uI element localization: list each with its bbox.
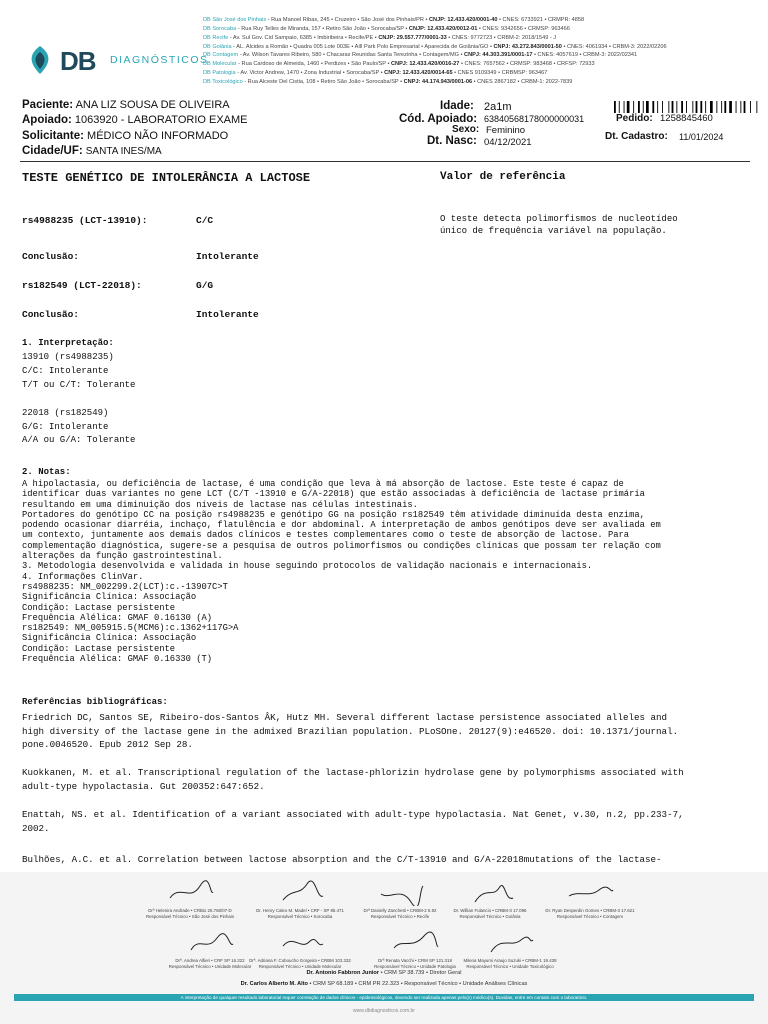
signature-block bbox=[455, 930, 565, 969]
reference-line: Kuokkanen, M. et al. Transcriptional regulation of the lactase-phlorizin hydrolase gene by polymorphisms associated with bbox=[22, 767, 684, 778]
reference-header: Valor de referência bbox=[440, 171, 566, 183]
branch-name: DB Contagem bbox=[203, 52, 239, 59]
interpretation-line bbox=[22, 393, 135, 407]
reference-line: high diversity of the lactase gene in the admixed Brazilian population. PLoSOne. 20127(9):e46520. doi: 10.1371/journal. bbox=[22, 725, 679, 737]
signature-icon bbox=[185, 930, 235, 956]
branch-line bbox=[203, 69, 763, 78]
branch-addr: - Av. Victor Andrew, 1470 • Zona Industrial • Sorocaba/SP • bbox=[235, 70, 385, 77]
branch-extra: • CNES 2867182 • CRBM-1: 2022-7839 bbox=[472, 78, 573, 85]
sexo-label: Sexo: bbox=[452, 124, 480, 135]
branch-cnpj: CNPJ: 12.433.420/0016-27 bbox=[390, 61, 460, 68]
solicitante-value: MÉDICO NÃO INFORMADO bbox=[87, 130, 229, 142]
branch-name: DB Goiânia bbox=[203, 43, 232, 50]
notes-line: um contexto, juntamente aos demais dados clínicos e testes complementares como o teste de absorção de lactose. Para bbox=[22, 530, 630, 541]
nasc-value: 04/12/2021 bbox=[484, 137, 532, 148]
reference-line: único de frequência variável na população. bbox=[440, 226, 667, 236]
conclusion-value-2: Intolerante bbox=[196, 309, 259, 320]
cadastro-value: 11/01/2024 bbox=[679, 132, 724, 142]
idade-label: Idade: bbox=[440, 100, 474, 112]
notes-line: 3. Metodologia desenvolvida e validada in house seguindo protocolos de validação nacionais e internacionais. bbox=[22, 561, 593, 572]
notes-line: 4. Informações ClinVar. bbox=[22, 571, 144, 582]
branch-extra: • CNES 9109349 • CRBMSP: 963467 bbox=[452, 70, 548, 77]
sexo-value: Feminino bbox=[486, 125, 526, 136]
idade-value: 2a1m bbox=[484, 101, 512, 113]
reference-entry bbox=[22, 766, 684, 793]
signer-role: Responsável Técnico • Unidade Molecular bbox=[258, 963, 342, 969]
disclaimer-band: A interpretação de qualquer resultado laboratorial requer correlação de dados clínicos - epidemiológicos, devendo ser realizada apenas pelo(s) médico(s). Duvidas, entre em contato com o laboratório. bbox=[14, 994, 754, 1001]
reference-line: Bulhões, A.C. et al. Correlation between lactose absorption and the C/T-13910 and G/A-22018mutations of the lactase- bbox=[22, 854, 662, 865]
director1-name: Dr. Antonio Fabbron Junior bbox=[306, 970, 380, 976]
signature-icon bbox=[275, 930, 325, 956]
director1-info: • CRM SP 38.739 • Diretor Geral bbox=[379, 970, 462, 976]
signer-name: Dr. Henry Caleo M. Madel • CRF - SP 85.471 bbox=[256, 908, 344, 913]
interpretation-block bbox=[22, 351, 135, 448]
reference-entry bbox=[22, 711, 678, 752]
branch-line bbox=[203, 51, 763, 60]
patient-label: Paciente: bbox=[22, 99, 74, 111]
signer-role: Responsável Técnico • Sorocaba bbox=[267, 913, 333, 919]
signature-icon bbox=[465, 880, 515, 906]
signer-name: Drª Renata Vacchi • CRM SP 121.318 bbox=[378, 958, 452, 963]
reference-entry bbox=[22, 853, 662, 867]
company-logo bbox=[24, 40, 209, 80]
signature-icon bbox=[375, 880, 425, 906]
signer-role: Responsável Técnico • São José dos Pinhais bbox=[145, 913, 235, 919]
notes-line: rs182549: NM_005915.5(MCM6):c.1362+117G>A bbox=[22, 623, 239, 634]
director2-info: • CRM SP 68.189 • CRM PR 22.323 • Responsável Técnico • Unidade Análises Clínicas bbox=[307, 981, 528, 987]
reference-entry bbox=[22, 808, 684, 835]
exam-title: TESTE GENÉTICO DE INTOLERÂNCIA A LACTOSE bbox=[22, 171, 311, 185]
interpretation-line: G/G: Intolerante bbox=[22, 421, 109, 432]
cod-apoiado-value: 63840568178000000031 bbox=[484, 114, 585, 124]
signer-role: Responsável Técnico • Goiânia bbox=[459, 913, 521, 919]
branch-line bbox=[203, 43, 763, 52]
director-technical bbox=[0, 981, 768, 987]
result-label-rs4988235: rs4988235 (LCT-13910): bbox=[22, 215, 148, 226]
branch-addr: - Av. Wilson Tavares Ribeiro, 580 • Chacaras Reunidas Santa Terezinha • Contagem/MG • bbox=[238, 52, 465, 59]
branch-line bbox=[203, 60, 763, 69]
result-label-rs182549: rs182549 (LCT-22018): bbox=[22, 280, 142, 291]
conclusion-label-2: Conclusão: bbox=[22, 309, 80, 320]
branch-name: DB Recife bbox=[203, 34, 229, 41]
notes-line: Frequência Alélica: GMAF 0.16130 (A) bbox=[22, 612, 213, 623]
reference-line: pone.0046520. Epub 2012 Sep 28. bbox=[22, 739, 193, 750]
signer-name: Drª Helenira Andrade • CRBio 25.768/07-D bbox=[148, 908, 232, 913]
signature-block bbox=[135, 880, 245, 919]
reference-line: O teste detecta polimorfismos de nucleotídeo bbox=[440, 214, 678, 224]
signer-role: Responsável Técnico • Unidade Molecular bbox=[168, 963, 252, 969]
notes-line: Significância Clínica: Associação bbox=[22, 633, 197, 644]
header-divider bbox=[20, 161, 750, 162]
branch-line bbox=[203, 78, 763, 87]
signer-role: Responsável Técnico • Contagem bbox=[556, 913, 624, 919]
branch-name: DB São José dos Pinhais bbox=[203, 17, 267, 23]
notes-line: podendo ocasionar diarréia, inchaço, flatulência e dor abdominal. A interpretação de ambos genótipos deve ser avaliada em bbox=[22, 520, 661, 531]
branch-extra: • CNES: 9342656 • CRMSP: 963466 bbox=[477, 25, 570, 32]
references-title: Referências bibliográficas: bbox=[22, 697, 168, 707]
notes-block bbox=[22, 479, 661, 664]
apoiado-value: 1063920 - LABORATORIO EXAME bbox=[74, 114, 248, 126]
branch-addr: - Rua Alceste Del Cistia, 108 • Retiro São João • Sorocaba/SP • bbox=[242, 78, 404, 85]
reference-line: 2002. bbox=[22, 822, 50, 834]
signer-name: Milena Mayumi Araujo Suzuki • CRBM-1 19.438 bbox=[463, 958, 557, 963]
signature-icon bbox=[390, 930, 440, 956]
notes-line: Significância Clínica: Associação bbox=[22, 592, 197, 603]
signature-icon bbox=[165, 880, 215, 906]
signer-role: Responsável Técnico • Recife bbox=[370, 913, 430, 919]
notes-line: Frequência Alélica: GMAF 0.16330 (T) bbox=[22, 654, 213, 665]
reference-description bbox=[440, 213, 678, 237]
notes-line: complementação diagnóstica, sugere-se a pesquisa de outros polimorfismos ou condições clínicas que possam ter relação com bbox=[22, 540, 661, 551]
notes-line: rs4988235: NM_002299.2(LCT):c.-13907C>T bbox=[22, 581, 228, 592]
branch-extra: • CNES: 4057619 • CRBM-3: 2022/02341 bbox=[532, 52, 638, 59]
notes-line: Condição: Lactase persistente bbox=[22, 602, 176, 613]
branch-line bbox=[203, 34, 763, 43]
interpretation-line: C/C: Intolerante bbox=[22, 365, 109, 376]
branch-list bbox=[203, 16, 763, 87]
solicitante-row bbox=[22, 130, 228, 142]
signer-role: Responsável Técnico • Unidade Patologia bbox=[374, 963, 456, 969]
branch-extra: • CNES: 4061934 • CRBM-3: 2022/02206 bbox=[561, 43, 667, 50]
branch-line bbox=[203, 25, 763, 34]
barcode-icon bbox=[614, 101, 759, 113]
patient-name-row bbox=[22, 99, 230, 111]
cidade-row bbox=[22, 145, 162, 157]
signer-role: Responsável Técnico • Unidade Toxicológico bbox=[466, 963, 554, 969]
cadastro-label: Dt. Cadastro: bbox=[605, 131, 668, 142]
notes-line: resultando em uma diminuição dos níveis de lactase nas células intestinais. bbox=[22, 499, 418, 510]
interpretation-title: 1. Interpretação: bbox=[22, 338, 114, 348]
cidade-label: Cidade/UF: bbox=[22, 145, 83, 157]
conclusion-label-1: Conclusão: bbox=[22, 251, 80, 262]
logo-subtitle: DIAGNÓSTICOS bbox=[110, 54, 209, 66]
notes-title: 2. Notas: bbox=[22, 467, 71, 477]
signer-name: Drª. Andrea Alfieri • CRF SP 16.322 bbox=[175, 958, 245, 963]
interpretation-line: T/T ou C/T: Tolerante bbox=[22, 379, 136, 390]
branch-addr: - Rua Manoel Ribas, 245 • Cruzeiro • São José dos Pinhais/PR • bbox=[266, 17, 430, 23]
branch-cnpj: CNJP: 12.433.420/0001-40 bbox=[429, 17, 498, 23]
director-general bbox=[0, 970, 768, 976]
conclusion-value-1: Intolerante bbox=[196, 251, 259, 262]
apoiado-row bbox=[22, 114, 248, 126]
branch-cnpj: CNJP: 29.557.777/0001-33 bbox=[378, 34, 447, 41]
interpretation-line: 22018 (rs182549) bbox=[22, 407, 109, 418]
branch-name: DB Molecular bbox=[203, 61, 237, 68]
signature-block bbox=[435, 880, 545, 919]
branch-name: DB Toxicológico bbox=[203, 78, 243, 85]
interpretation-line: A/A ou G/A: Tolerante bbox=[22, 435, 136, 446]
db-logo-icon bbox=[24, 44, 56, 76]
signature-icon bbox=[565, 880, 615, 906]
signer-name: Drª. Adriana F. Coboucho Gorgeira • CRBM 103.332 bbox=[249, 958, 351, 963]
branch-addr: - AL. Alcides a Romão • Quadra 005 Lote 003E • Aíll Park Polo Empresarial • Aparecida de Goiânia/GO • bbox=[231, 43, 494, 50]
branch-cnpj: CNPJ: 44.303.391/0001-17 bbox=[464, 52, 533, 59]
branch-name: DB Patologia bbox=[203, 70, 236, 77]
notes-line: A hipolactasia, ou deficiência de lactase, é uma condição que leva à má absorção de lactose. Este teste é capaz de bbox=[22, 479, 624, 489]
website-link[interactable]: www.dbdiagnosticos.com.br bbox=[353, 1008, 415, 1014]
cod-apoiado-label: Cód. Apoiado: bbox=[399, 113, 478, 125]
pedido-value: 1258845460 bbox=[660, 113, 713, 124]
branch-cnpj: CNPJ: 43.272.843/0001-50 bbox=[493, 43, 562, 50]
director2-name: Dr. Carlos Alberto M. Alto bbox=[240, 981, 308, 987]
result-value-rs4988235: C/C bbox=[196, 215, 214, 226]
interpretation-line: 13910 (rs4988235) bbox=[22, 352, 114, 362]
signature-block bbox=[245, 880, 355, 919]
branch-addr: - Av. Sul Gov. Cid Sampaio, 6385 • Imbiribeira • Recife/PE • bbox=[228, 34, 379, 41]
notes-line: identificar duas variantes no gene LCT (C/T -13910 e G/A-22018) que estão associadas à deficiência de lactase primária bbox=[22, 489, 645, 500]
branch-cnpj: CNJP: 12.433.420/0012-01 bbox=[408, 25, 478, 32]
signature-block bbox=[245, 930, 355, 969]
branch-extra: • CNES: 6733921 • CRMPR: 4858 bbox=[497, 17, 585, 23]
nasc-label: Dt. Nasc: bbox=[427, 135, 477, 147]
signature-icon bbox=[275, 880, 325, 906]
branch-extra: • CNES: 9772723 • CRBM-2: 2018/1549 - J bbox=[446, 34, 557, 41]
branch-addr: - Rua Cardoso de Almeida, 1460 • Perdizes • São Paulo/SP • bbox=[236, 61, 391, 68]
branch-cnpj: CNPJ: 12.433.420/0014-65 bbox=[384, 70, 453, 77]
signature-icon bbox=[485, 930, 535, 956]
logo-db-text: DB bbox=[60, 46, 96, 76]
patient-name: ANA LIZ SOUSA DE OLIVEIRA bbox=[75, 99, 230, 111]
reference-line: Enattah, NS. et al. Identification of a variant associated with adult-type hypolactasia. Nat Genet, v.30, n.2, pp.233-7, bbox=[22, 809, 684, 820]
signer-name: Dr. Ryan Desperdin Gomes • CRBM-3 17.621 bbox=[545, 908, 635, 913]
notes-line: Portadores do genótipo CC na posição rs4988235 e genótipo GG na posição rs182549 têm atividade diminuída desta enzima, bbox=[22, 509, 645, 520]
branch-addr: - Rua Ruy Telles de Miranda, 157 • Retiro São João • Sorocaba/SP • bbox=[236, 25, 409, 32]
signature-block bbox=[360, 930, 470, 969]
notes-line: Condição: Lactase persistente bbox=[22, 643, 176, 654]
pedido-label: Pedido: bbox=[616, 113, 653, 124]
signature-block bbox=[535, 880, 645, 919]
result-value-rs182549: G/G bbox=[196, 280, 214, 291]
branch-extra: • CNES: 7657562 • CRMSP: 983468 • CRFSP: 72933 bbox=[459, 61, 595, 68]
cidade-value: SANTA INES/MA bbox=[85, 146, 162, 157]
branch-cnpj: CNPJ: 44.174.943/0001-06 bbox=[403, 78, 473, 85]
branch-line bbox=[203, 16, 763, 25]
signer-name: Drª Danielly Zanchetti • CRBM-2 5.92 bbox=[363, 908, 437, 913]
notes-line: alterações da função gastrointestinal. bbox=[22, 551, 223, 562]
solicitante-label: Solicitante: bbox=[22, 130, 84, 142]
reference-line: Friedrich DC, Santos SE, Ribeiro-dos-Santos ÂK, Hutz MH. Several different lactase persistence associated alleles and bbox=[22, 712, 668, 723]
apoiado-label: Apoiado: bbox=[22, 114, 72, 126]
signer-name: Dr. Willian Fulancio • CRBM-3 17.096 bbox=[453, 908, 527, 913]
branch-name: DB Sorocaba bbox=[203, 25, 237, 32]
reference-line: adult-type hypolactasia. Gut 200352:647:652. bbox=[22, 780, 265, 792]
